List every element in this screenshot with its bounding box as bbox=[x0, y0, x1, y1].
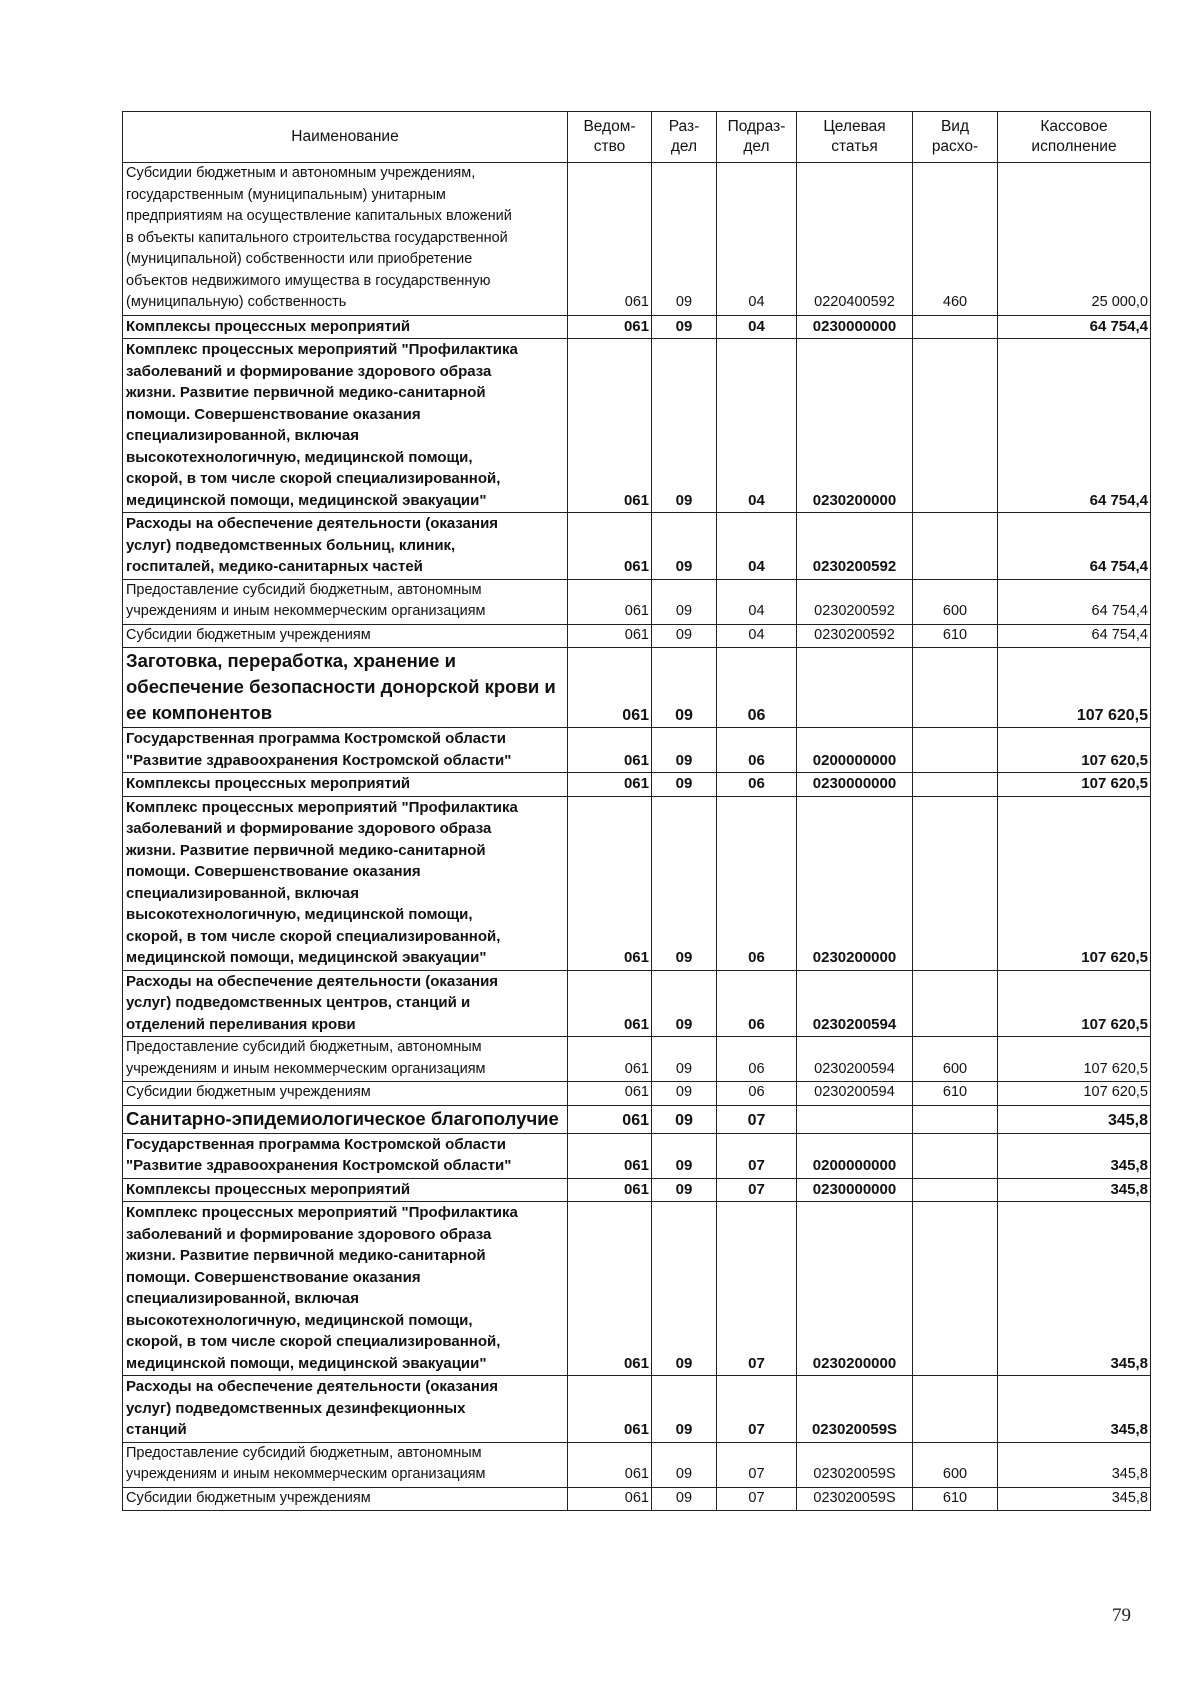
table-row bbox=[123, 339, 1151, 513]
cell-target-article: 0220400592 bbox=[797, 163, 913, 316]
cell-target-article bbox=[797, 1105, 913, 1133]
cell-name: Комплексы процессных мероприятий bbox=[123, 1178, 568, 1202]
cell-target-article: 0230200000 bbox=[797, 796, 913, 970]
table-row bbox=[123, 513, 1151, 580]
cell-subsection: 06 bbox=[717, 648, 797, 728]
cell-name: Комплексы процессных мероприятий bbox=[123, 773, 568, 797]
cell-name: Предоставление субсидий бюджетным, автономным учреждениям и иным некоммерческим организациям bbox=[123, 579, 568, 624]
header-section: Раз- дел bbox=[652, 112, 717, 163]
cell-subsection: 06 bbox=[717, 796, 797, 970]
table-header-row bbox=[123, 112, 1151, 163]
cell-name: Государственная программа Костромской области "Развитие здравоохранения Костромской области" bbox=[123, 728, 568, 773]
cell-name: Субсидии бюджетным и автономным учреждениям, государственным (муниципальным) унитарным предприятиям на осуществление капитальных вложений в объекты капитального строительства государственной (муниципальной) собственности или приобретение объектов недвижимого имущества в государственную (муниципальную) собственность bbox=[123, 163, 568, 316]
table-row bbox=[123, 648, 1151, 728]
cell-section: 09 bbox=[652, 1487, 717, 1511]
cell-subsection: 07 bbox=[717, 1105, 797, 1133]
cell-subsection: 04 bbox=[717, 315, 797, 339]
cell-expense-type: 600 bbox=[913, 1442, 998, 1487]
cell-section: 09 bbox=[652, 315, 717, 339]
cell-target-article: 0200000000 bbox=[797, 728, 913, 773]
cell-subsection: 06 bbox=[717, 970, 797, 1037]
cell-subsection: 07 bbox=[717, 1487, 797, 1511]
cell-target-article: 0230000000 bbox=[797, 773, 913, 797]
cell-cash-execution: 345,8 bbox=[998, 1376, 1151, 1443]
table-row bbox=[123, 1037, 1151, 1082]
cell-department: 061 bbox=[568, 1376, 652, 1443]
table-row bbox=[123, 624, 1151, 648]
cell-target-article: 0230200000 bbox=[797, 339, 913, 513]
cell-expense-type bbox=[913, 513, 998, 580]
header-name: Наименование bbox=[123, 112, 568, 163]
cell-target-article: 0230200592 bbox=[797, 624, 913, 648]
cell-expense-type bbox=[913, 728, 998, 773]
table-row bbox=[123, 1442, 1151, 1487]
cell-expense-type bbox=[913, 1376, 998, 1443]
cell-department: 061 bbox=[568, 796, 652, 970]
cell-department: 061 bbox=[568, 648, 652, 728]
table-row bbox=[123, 163, 1151, 316]
cell-expense-type bbox=[913, 339, 998, 513]
budget-execution-table bbox=[122, 111, 1151, 1511]
table-row bbox=[123, 773, 1151, 797]
cell-subsection: 07 bbox=[717, 1133, 797, 1178]
cell-name: Субсидии бюджетным учреждениям bbox=[123, 1082, 568, 1106]
cell-cash-execution: 345,8 bbox=[998, 1202, 1151, 1376]
cell-department: 061 bbox=[568, 163, 652, 316]
cell-department: 061 bbox=[568, 1082, 652, 1106]
cell-section: 09 bbox=[652, 773, 717, 797]
cell-expense-type bbox=[913, 1202, 998, 1376]
cell-subsection: 04 bbox=[717, 624, 797, 648]
cell-section: 09 bbox=[652, 1105, 717, 1133]
cell-cash-execution: 64 754,4 bbox=[998, 579, 1151, 624]
cell-target-article: 0230200592 bbox=[797, 579, 913, 624]
cell-cash-execution: 64 754,4 bbox=[998, 315, 1151, 339]
cell-department: 061 bbox=[568, 624, 652, 648]
cell-subsection: 07 bbox=[717, 1442, 797, 1487]
cell-cash-execution: 107 620,5 bbox=[998, 796, 1151, 970]
cell-name: Расходы на обеспечение деятельности (оказания услуг) подведомственных центров, станций и отделений переливания крови bbox=[123, 970, 568, 1037]
cell-expense-type bbox=[913, 1105, 998, 1133]
cell-cash-execution: 345,8 bbox=[998, 1442, 1151, 1487]
cell-subsection: 06 bbox=[717, 728, 797, 773]
cell-department: 061 bbox=[568, 315, 652, 339]
cell-target-article: 023020059S bbox=[797, 1487, 913, 1511]
cell-department: 061 bbox=[568, 579, 652, 624]
table-row bbox=[123, 579, 1151, 624]
cell-target-article: 0230000000 bbox=[797, 1178, 913, 1202]
cell-department: 061 bbox=[568, 1178, 652, 1202]
cell-expense-type: 600 bbox=[913, 579, 998, 624]
cell-name: Предоставление субсидий бюджетным, автономным учреждениям и иным некоммерческим организациям bbox=[123, 1442, 568, 1487]
cell-cash-execution: 107 620,5 bbox=[998, 1037, 1151, 1082]
cell-name: Субсидии бюджетным учреждениям bbox=[123, 1487, 568, 1511]
cell-department: 061 bbox=[568, 1105, 652, 1133]
cell-expense-type bbox=[913, 1178, 998, 1202]
table-row bbox=[123, 796, 1151, 970]
cell-section: 09 bbox=[652, 796, 717, 970]
header-expense-type: Вид расхо- bbox=[913, 112, 998, 163]
cell-cash-execution: 64 754,4 bbox=[998, 513, 1151, 580]
cell-department: 061 bbox=[568, 1037, 652, 1082]
header-department: Ведом- ство bbox=[568, 112, 652, 163]
cell-expense-type bbox=[913, 1133, 998, 1178]
cell-section: 09 bbox=[652, 513, 717, 580]
table-row bbox=[123, 1202, 1151, 1376]
cell-department: 061 bbox=[568, 970, 652, 1037]
cell-department: 061 bbox=[568, 339, 652, 513]
cell-cash-execution: 345,8 bbox=[998, 1133, 1151, 1178]
cell-cash-execution: 107 620,5 bbox=[998, 648, 1151, 728]
cell-cash-execution: 107 620,5 bbox=[998, 728, 1151, 773]
cell-expense-type bbox=[913, 796, 998, 970]
cell-name: Заготовка, переработка, хранение и обеспечение безопасности донорской крови и ее компонентов bbox=[123, 648, 568, 728]
cell-cash-execution: 107 620,5 bbox=[998, 773, 1151, 797]
cell-cash-execution: 345,8 bbox=[998, 1178, 1151, 1202]
header-target-article: Целевая статья bbox=[797, 112, 913, 163]
cell-cash-execution: 64 754,4 bbox=[998, 624, 1151, 648]
cell-expense-type bbox=[913, 773, 998, 797]
cell-subsection: 06 bbox=[717, 1082, 797, 1106]
cell-target-article: 0230200000 bbox=[797, 1202, 913, 1376]
cell-section: 09 bbox=[652, 1133, 717, 1178]
table-row bbox=[123, 1178, 1151, 1202]
cell-subsection: 07 bbox=[717, 1178, 797, 1202]
cell-name: Санитарно-эпидемиологическое благополучие bbox=[123, 1105, 568, 1133]
cell-target-article: 0230200594 bbox=[797, 970, 913, 1037]
cell-target-article: 023020059S bbox=[797, 1442, 913, 1487]
cell-subsection: 04 bbox=[717, 513, 797, 580]
cell-section: 09 bbox=[652, 579, 717, 624]
cell-department: 061 bbox=[568, 1487, 652, 1511]
cell-subsection: 04 bbox=[717, 579, 797, 624]
cell-target-article: 0230000000 bbox=[797, 315, 913, 339]
cell-target-article: 0230200592 bbox=[797, 513, 913, 580]
cell-department: 061 bbox=[568, 773, 652, 797]
cell-section: 09 bbox=[652, 339, 717, 513]
table-row bbox=[123, 1133, 1151, 1178]
cell-target-article: 0200000000 bbox=[797, 1133, 913, 1178]
cell-name: Предоставление субсидий бюджетным, автономным учреждениям и иным некоммерческим организациям bbox=[123, 1037, 568, 1082]
cell-expense-type: 610 bbox=[913, 1487, 998, 1511]
page-number: 79 bbox=[1112, 1605, 1131, 1626]
table-row bbox=[123, 1487, 1151, 1511]
table-row bbox=[123, 970, 1151, 1037]
cell-department: 061 bbox=[568, 728, 652, 773]
cell-subsection: 04 bbox=[717, 339, 797, 513]
cell-expense-type: 610 bbox=[913, 624, 998, 648]
cell-expense-type: 460 bbox=[913, 163, 998, 316]
cell-target-article: 0230200594 bbox=[797, 1082, 913, 1106]
cell-expense-type: 610 bbox=[913, 1082, 998, 1106]
table-row bbox=[123, 1105, 1151, 1133]
table-row bbox=[123, 315, 1151, 339]
cell-name: Комплекс процессных мероприятий "Профилактика заболеваний и формирование здорового образа жизни. Развитие первичной медико-санитарной помощи. Совершенствование оказания специализированной, включая высокотехнологичную, медицинской помощи, скорой, в том числе скорой специализированной, медицинской помощи, медицинской эвакуации" bbox=[123, 1202, 568, 1376]
cell-expense-type bbox=[913, 970, 998, 1037]
cell-cash-execution: 64 754,4 bbox=[998, 339, 1151, 513]
cell-subsection: 06 bbox=[717, 773, 797, 797]
table-body bbox=[123, 163, 1151, 1511]
table-row bbox=[123, 728, 1151, 773]
cell-cash-execution: 107 620,5 bbox=[998, 970, 1151, 1037]
table-row bbox=[123, 1082, 1151, 1106]
cell-subsection: 04 bbox=[717, 163, 797, 316]
cell-subsection: 07 bbox=[717, 1202, 797, 1376]
cell-name: Расходы на обеспечение деятельности (оказания услуг) подведомственных больниц, клиник, госпиталей, медико-санитарных частей bbox=[123, 513, 568, 580]
cell-section: 09 bbox=[652, 163, 717, 316]
cell-section: 09 bbox=[652, 1442, 717, 1487]
cell-target-article bbox=[797, 648, 913, 728]
cell-section: 09 bbox=[652, 1037, 717, 1082]
header-cash-execution: Кассовое исполнение bbox=[998, 112, 1151, 163]
cell-department: 061 bbox=[568, 513, 652, 580]
cell-section: 09 bbox=[652, 1178, 717, 1202]
table-row bbox=[123, 1376, 1151, 1443]
cell-name: Комплексы процессных мероприятий bbox=[123, 315, 568, 339]
cell-cash-execution: 107 620,5 bbox=[998, 1082, 1151, 1106]
cell-name: Субсидии бюджетным учреждениям bbox=[123, 624, 568, 648]
cell-name: Государственная программа Костромской области "Развитие здравоохранения Костромской области" bbox=[123, 1133, 568, 1178]
cell-name: Комплекс процессных мероприятий "Профилактика заболеваний и формирование здорового образа жизни. Развитие первичной медико-санитарной помощи. Совершенствование оказания специализированной, включая высокотехнологичную, медицинской помощи, скорой, в том числе скорой специализированной, медицинской помощи, медицинской эвакуации" bbox=[123, 796, 568, 970]
cell-department: 061 bbox=[568, 1133, 652, 1178]
cell-department: 061 bbox=[568, 1202, 652, 1376]
cell-name: Комплекс процессных мероприятий "Профилактика заболеваний и формирование здорового образа жизни. Развитие первичной медико-санитарной помощи. Совершенствование оказания специализированной, включая высокотехнологичную, медицинской помощи, скорой, в том числе скорой специализированной, медицинской помощи, медицинской эвакуации" bbox=[123, 339, 568, 513]
cell-target-article: 0230200594 bbox=[797, 1037, 913, 1082]
cell-department: 061 bbox=[568, 1442, 652, 1487]
cell-subsection: 07 bbox=[717, 1376, 797, 1443]
cell-subsection: 06 bbox=[717, 1037, 797, 1082]
cell-expense-type: 600 bbox=[913, 1037, 998, 1082]
cell-cash-execution: 345,8 bbox=[998, 1487, 1151, 1511]
cell-target-article: 023020059S bbox=[797, 1376, 913, 1443]
cell-section: 09 bbox=[652, 970, 717, 1037]
cell-cash-execution: 345,8 bbox=[998, 1105, 1151, 1133]
cell-section: 09 bbox=[652, 624, 717, 648]
cell-name: Расходы на обеспечение деятельности (оказания услуг) подведомственных дезинфекционных станций bbox=[123, 1376, 568, 1443]
header-subsection: Подраз- дел bbox=[717, 112, 797, 163]
cell-section: 09 bbox=[652, 1202, 717, 1376]
cell-section: 09 bbox=[652, 648, 717, 728]
cell-section: 09 bbox=[652, 1376, 717, 1443]
cell-cash-execution: 25 000,0 bbox=[998, 163, 1151, 316]
cell-expense-type bbox=[913, 648, 998, 728]
cell-section: 09 bbox=[652, 1082, 717, 1106]
cell-section: 09 bbox=[652, 728, 717, 773]
cell-expense-type bbox=[913, 315, 998, 339]
